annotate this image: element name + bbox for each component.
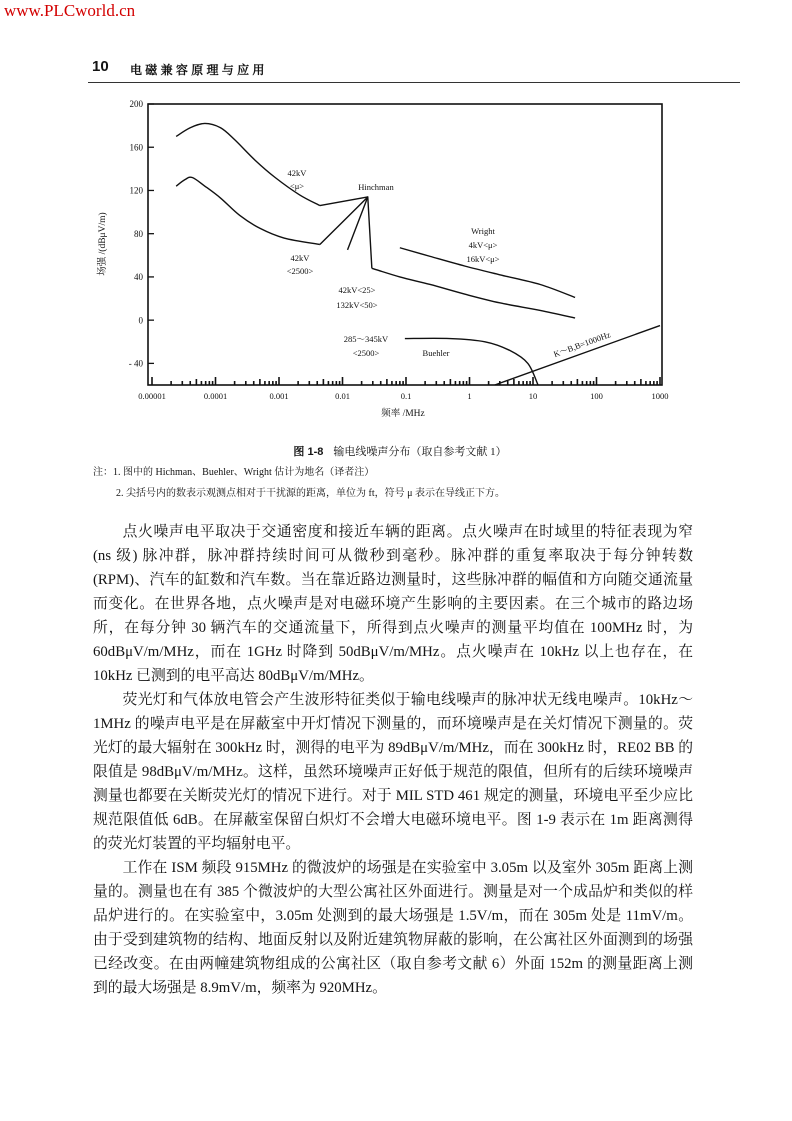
x-tick-label: 100 — [590, 391, 603, 401]
body-text — [93, 520, 693, 1000]
series-label: Hinchman — [358, 182, 394, 192]
figure-note: 注：1. 图中的 Hichman、Buehler、Wright 估计为地名（译者注） — [93, 467, 375, 478]
body-line: 荧光灯和气体放电管会产生波形特征类似于输电线噪声的脉冲状无线电噪声。10kHz～ — [122, 692, 693, 708]
chart — [0, 95, 792, 430]
y-axis-label: 场强 /(dBμV/m) — [98, 212, 108, 276]
figure-caption — [0, 443, 792, 459]
x-tick-label: 1000 — [651, 391, 669, 401]
series-line — [405, 338, 538, 385]
body-line: 所，在每分钟 30 辆汽车的交通流量下，所得到点火噪声的测量平均值在 100MHz 时，为 — [93, 620, 693, 636]
header-rule — [88, 82, 740, 83]
body-line: 由于受到建筑物的结构、地面反射以及附近建筑物屏蔽的影响，在公寓社区外面测到的场强 — [93, 932, 693, 948]
x-tick-label: 0.1 — [400, 391, 412, 401]
body-line: 工作在 ISM 频段 915MHz 的微波炉的场强是在实验室中 3.05m 以及室外 305m 距离上测 — [122, 860, 693, 876]
x-axis-label: 频率 /MHz — [381, 409, 425, 419]
y-tick-label: 40 — [134, 272, 143, 283]
series-label: 132kV<50> — [336, 300, 378, 310]
body-line: 限值是 98dBμV/m/MHz。这样，虽然环境噪声正好低于规范的限值，但所有的后续环境噪声 — [93, 764, 693, 780]
y-tick-label: 80 — [134, 228, 143, 239]
body-line: 光灯的最大辐射在 300kHz 时，测得的电平为 89dBμV/m/MHz，而在 300kHz 时，RE02 BB 的 — [93, 740, 693, 756]
figure-number: 图 1-8 — [293, 446, 324, 458]
series-source-label: Buehler — [422, 348, 450, 358]
series-label: <2500> — [286, 266, 314, 276]
series-label: <μ> — [289, 181, 305, 191]
y-tick-label: 120 — [129, 185, 143, 196]
series-label: 285～345kV — [343, 334, 389, 344]
series-label: 16kV<μ> — [466, 254, 500, 264]
page-number: 10 — [92, 58, 109, 75]
x-tick-label: 1 — [467, 391, 472, 401]
x-tick-label: 10 — [528, 391, 538, 401]
body-line: 60dBμV/m/MHz，而在 1GHz 时降到 50dBμV/m/MHz。点火噪声在 10kHz 以上也存在，在 — [93, 644, 693, 660]
series-line — [176, 123, 320, 205]
series-line — [372, 268, 575, 318]
x-tick-label: 0.0001 — [203, 391, 228, 401]
series-label: 42kV — [290, 253, 310, 263]
body-line: 品炉进行的。在实验室中，3.05m 处测到的最大场强是 1.5V/m，而在 305m 处是 11mV/m。 — [93, 908, 693, 924]
site-watermark: www.PLCworld.cn — [4, 1, 136, 20]
body-line: 量的。测量也在有 385 个微波炉的大型公寓社区外面进行。测量是对一个成品炉和类似的样 — [93, 884, 693, 900]
figure-note: 2. 尖括号内的数表示观测点相对于干扰源的距离，单位为 ft，符号 μ 表示在导线正下方。 — [116, 488, 505, 499]
body-line: 的荧光灯装置的平均辐射电平。 — [93, 836, 301, 852]
figure-caption-text: 输电线噪声分布（取自参考文献 1） — [333, 446, 507, 458]
body-line: 点火噪声电平取决于交通密度和接近车辆的距离。点火噪声在时域里的特征表现为窄 — [122, 524, 693, 540]
x-tick-label: 0.01 — [335, 391, 350, 401]
series-label: 42kV<25> — [338, 285, 376, 295]
x-tick-label: 0.00001 — [138, 391, 166, 401]
body-line: 到的最大场强是 8.9mV/m，频率为 920MHz。 — [93, 980, 387, 996]
y-tick-label: 160 — [129, 142, 143, 153]
body-line: (ns 级) 脉冲群，脉冲群持续时间可从微秒到毫秒。脉冲群的重复率取决于每分钟转数 — [93, 548, 693, 564]
paragraph — [93, 688, 693, 856]
x-tick-label: 0.001 — [269, 391, 289, 401]
paragraph — [93, 856, 693, 1000]
series-label: <2500> — [352, 348, 380, 358]
body-line: 1MHz 的噪声电平是在屏蔽室中开灯情况下测量的，而环境噪声是在关灯情况下测量的。荧 — [93, 716, 693, 732]
y-tick-label: 0 — [138, 315, 143, 326]
y-tick-label: - 40 — [128, 358, 143, 369]
body-line: 测量也都要在关断荧光灯的情况下进行。对于 MIL STD 461 规定的测量，环境电平至少应比 — [93, 788, 693, 804]
series-label: Wright — [471, 226, 495, 236]
series-label: K～B,B=1000Hz — [552, 329, 612, 360]
book-title: 电磁兼容原理与应用 — [130, 63, 268, 77]
series-label: 4kV<μ> — [468, 240, 498, 250]
body-line: 而变化。在世界各地，点火噪声是对电磁环境产生影响的主要因素。在三个城市的路边场 — [93, 596, 693, 612]
series-label: 42kV — [287, 168, 307, 178]
body-line: (RPM)、汽车的缸数和汽车数。当在靠近路边测量时，这些脉冲群的幅值和方向随交通流量 — [93, 572, 693, 588]
y-tick-label: 200 — [129, 99, 143, 110]
body-line: 规范限值低 6dB。在屏蔽室保留白炽灯不会增大电磁环境电平。图 1-9 表示在 1m 距离测得 — [93, 812, 693, 828]
body-line: 已经改变。在由两幢建筑物组成的公寓社区（取自参考文献 6）外面 152m 的测量距离上测 — [93, 956, 693, 972]
body-line: 10kHz 已测到的电平高达 80dBμV/m/MHz。 — [93, 668, 374, 684]
paragraph — [93, 520, 693, 688]
